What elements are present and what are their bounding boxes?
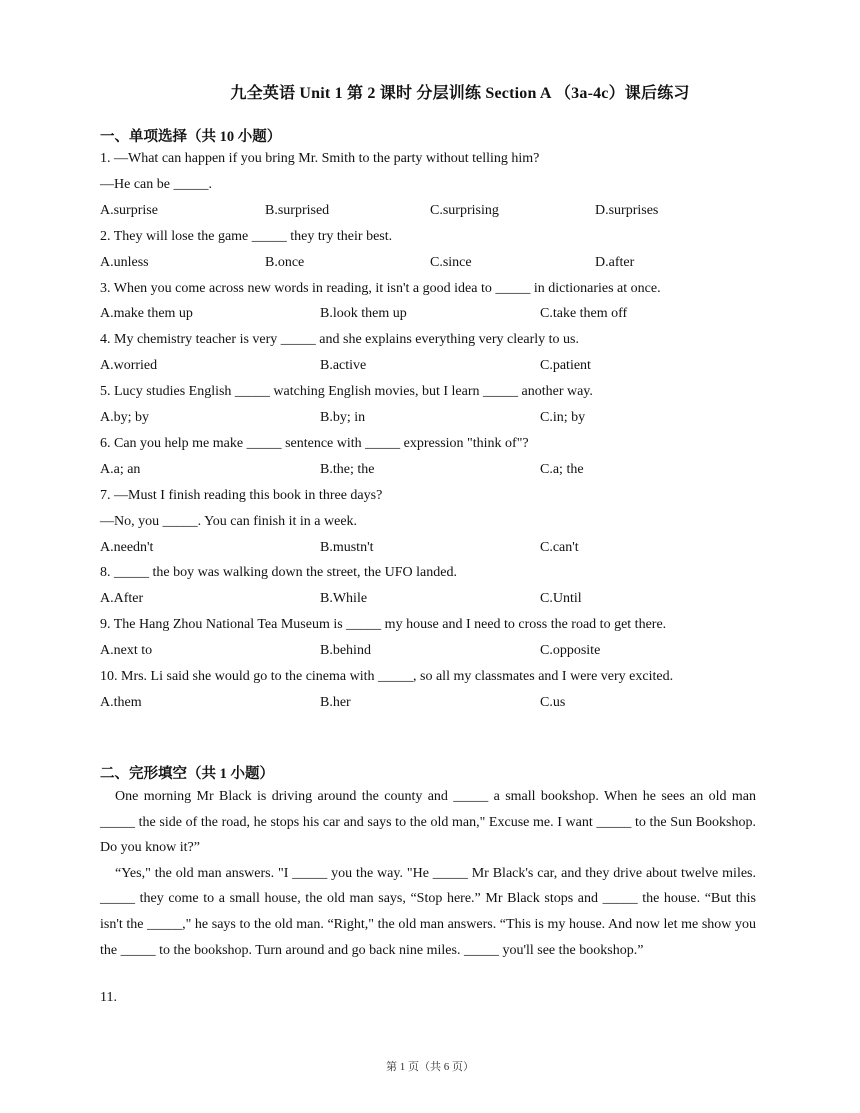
answer-options [100, 358, 800, 378]
answer-option: D.surprises [595, 202, 659, 218]
answer-option: A.by; by [100, 410, 149, 425]
answer-options [100, 306, 800, 326]
answer-option: B.surprised [265, 202, 330, 218]
answer-options [100, 695, 800, 715]
cloze-passage [100, 784, 756, 963]
question-stem: 6. Can you help me make _____ sentence with _____ expression "think of"? [100, 435, 529, 451]
question-stem: 2. They will lose the game _____ they try their best. [100, 228, 393, 244]
answer-option: B.mustn't [320, 539, 374, 555]
answer-option: A.make them up [100, 306, 193, 322]
answer-option: A.next to [100, 643, 153, 659]
answer-option: A.needn't [100, 539, 154, 555]
answer-option: C.a; the [540, 461, 584, 477]
answer-options [100, 255, 800, 275]
answer-option: B.While [320, 591, 368, 607]
answer-option: A.After [100, 591, 144, 607]
section-heading-multiple-choice: 一、单项选择（共 10 小题） [100, 129, 282, 145]
question-line: —He can be _____. [100, 176, 212, 192]
question-stem: 1. —What can happen if you bring Mr. Smith to the party without telling him? [100, 151, 540, 166]
answer-option: C.since [430, 254, 472, 270]
answer-options [100, 643, 800, 663]
answer-option: A.a; an [100, 461, 141, 477]
question-stem: 5. Lucy studies English _____ watching English movies, but I learn _____ another way. [100, 384, 593, 400]
answer-option: D.after [595, 254, 635, 270]
answer-options [100, 203, 800, 223]
answer-option: C.patient [540, 358, 591, 374]
cloze-paragraph: One morning Mr Black is driving around the county and _____ a small bookshop. When he sees an old man _____ the side of the road, he stops his car and says to the old man," Excuse me. I want _____ to the Sun Bookshop. Do you know it?” [100, 789, 756, 856]
answer-option: B.look them up [320, 306, 407, 322]
answer-options [100, 410, 800, 430]
answer-option: A.surprise [100, 202, 158, 218]
answer-option: B.her [320, 694, 351, 710]
question-number: 11. [100, 990, 117, 1005]
question-stem: 10. Mrs. Li said she would go to the cinema with _____, so all my classmates and I were very excited. [100, 669, 674, 684]
answer-option: C.Until [540, 591, 582, 607]
answer-option: B.once [265, 254, 305, 270]
answer-option: C.us [540, 694, 566, 710]
question-stem: 3. When you come across new words in reading, it isn't a good idea to _____ in dictionaries at once. [100, 280, 661, 296]
answer-option: A.unless [100, 254, 149, 270]
page-footer: 第 1 页（共 6 页） [386, 1061, 474, 1073]
cloze-paragraph: “Yes," the old man answers. "I _____ you the way. "He _____ Mr Black's car, and they drive about twelve miles. _____ they come to a small house, the old man says, “Stop here.” Mr Black stops and _____ the house. “But this isn't the _____," he says to the old man. “Right," the old man answers. “This is my house. And now let me show you the _____ to the bookshop. Turn around and go back nine miles. _____ you'll see the bookshop.” [100, 865, 756, 958]
answer-option: B.active [320, 358, 367, 374]
section-heading-cloze: 二、完形填空（共 1 小题） [100, 766, 274, 782]
answer-option: A.worried [100, 358, 158, 374]
answer-option: A.them [100, 694, 142, 710]
answer-option: C.in; by [540, 410, 586, 425]
question-stem: 7. —Must I finish reading this book in three days? [100, 487, 383, 503]
question-line: —No, you _____. You can finish it in a week. [100, 513, 358, 529]
question-stem: 8. _____ the boy was walking down the street, the UFO landed. [100, 565, 457, 581]
answer-option: B.behind [320, 643, 371, 659]
answer-option: C.opposite [540, 643, 601, 659]
answer-option: B.the; the [320, 461, 375, 477]
answer-options [100, 591, 800, 611]
answer-options [100, 462, 800, 482]
answer-option: C.take them off [540, 306, 628, 322]
question-stem: 4. My chemistry teacher is very _____ and she explains everything very clearly to us. [100, 332, 579, 348]
answer-option: C.surprising [430, 202, 499, 218]
answer-option: B.by; in [320, 410, 366, 425]
answer-option: C.can't [540, 539, 579, 555]
document-title: 九全英语 Unit 1 第 2 课时 分层训练 Section A （3a-4c）课后练习 [230, 85, 690, 102]
question-stem: 9. The Hang Zhou National Tea Museum is _____ my house and I need to cross the road to get there. [100, 617, 667, 633]
answer-options [100, 540, 800, 560]
